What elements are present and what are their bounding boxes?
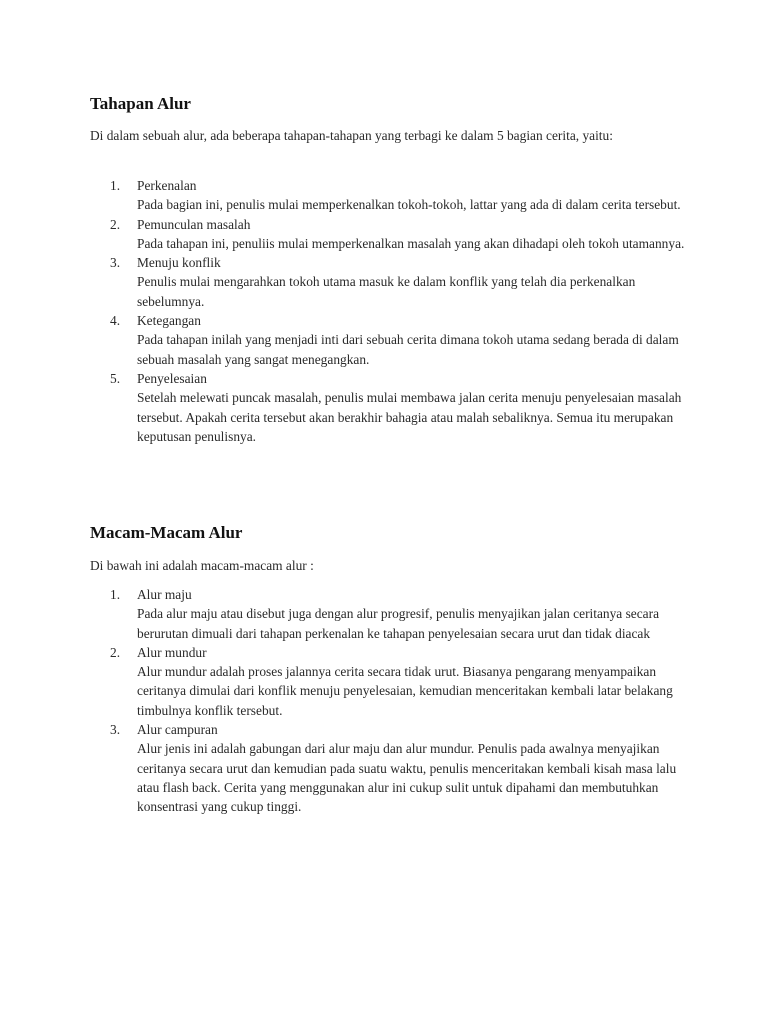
list-item	[90, 311, 690, 369]
list-item-number: 1.	[110, 178, 121, 193]
list-item-title: Alur maju	[137, 587, 192, 602]
list-item-title: Perkenalan	[137, 178, 197, 193]
section-intro-tahapan: Di dalam sebuah alur, ada beberapa tahapan-tahapan yang terbagi ke dalam 5 bagian cerita, yaitu:	[90, 128, 613, 143]
list-item-title: Ketegangan	[137, 313, 201, 329]
list-item	[90, 215, 690, 254]
list-item	[90, 643, 690, 720]
list-item-description: Penulis mulai mengarahkan tokoh utama masuk ke dalam konflik yang telah dia perkenalkan sebelumnya.	[137, 274, 636, 309]
list-item-number: 1.	[110, 587, 121, 602]
list-item-description: Pada alur maju atau disebut juga dengan alur progresif, penulis menyajikan jalan ceritanya secara berurutan dimuali dari tahapan perkenalan ke tahapan penyelesaian secara urut dan tidak diacak	[137, 606, 660, 641]
list-item-title: Menuju konflik	[137, 255, 221, 271]
list-item-title: Penyelesaian	[137, 370, 207, 386]
tahapan-alur-list	[90, 176, 690, 446]
list-item-number: 2.	[110, 644, 121, 660]
list-item-title: Alur campuran	[137, 722, 218, 738]
section-intro-macam: Di bawah ini adalah macam-macam alur :	[90, 558, 314, 573]
list-item-description: Pada bagian ini, penulis mulai memperkenalkan tokoh-tokoh, lattar yang ada di dalam cerita tersebut.	[137, 197, 681, 213]
list-item-number: 3.	[110, 255, 121, 271]
list-item	[90, 369, 690, 446]
list-item-number: 2.	[110, 216, 121, 232]
list-item	[90, 585, 690, 643]
list-item-number: 3.	[110, 722, 121, 738]
list-item	[90, 253, 690, 311]
list-item-description: Setelah melewati puncak masalah, penulis mulai membawa jalan cerita menuju penyelesaian masalah tersebut. Apakah cerita tersebut akan berakhir bahagia atau malah sebaliknya. Semua itu merupakan keputusan penulisnya.	[137, 390, 682, 444]
macam-alur-list	[90, 585, 690, 817]
list-item	[90, 720, 690, 816]
list-item-description: Alur jenis ini adalah gabungan dari alur maju dan alur mundur. Penulis pada awalnya menyajikan ceritanya secara urut dan kemudian pada suatu waktu, penulis menceritakan kembali kisah masa lalu atau flash back. Cerita yang menggunakan alur ini cukup sulit untuk dipahami dan membutuhkan konsentrasi yang cukup tinggi.	[137, 741, 677, 815]
list-item-description: Alur mundur adalah proses jalannya cerita secara tidak urut. Biasanya pengarang menyampaikan ceritanya dimulai dari konflik menuju penyelesaian, kemudian menceritakan kembali latar belakang timbulnya konflik tersebut.	[137, 664, 673, 718]
list-item-title: Alur mundur	[137, 644, 207, 660]
list-item-description: Pada tahapan ini, penuliis mulai memperkenalkan masalah yang akan dihadapi oleh tokoh utamannya.	[137, 235, 685, 251]
list-item	[90, 176, 690, 215]
section-title-tahapan-alur: Tahapan Alur	[90, 94, 191, 113]
list-item-number: 5.	[110, 370, 121, 386]
list-item-number: 4.	[110, 313, 121, 329]
section-title-macam-macam-alur: Macam-Macam Alur	[90, 523, 243, 542]
list-item-description: Pada tahapan inilah yang menjadi inti dari sebuah cerita dimana tokoh utama sedang berada di dalam sebuah masalah yang sangat menegangkan.	[137, 332, 679, 367]
list-item-title: Pemunculan masalah	[137, 216, 251, 232]
